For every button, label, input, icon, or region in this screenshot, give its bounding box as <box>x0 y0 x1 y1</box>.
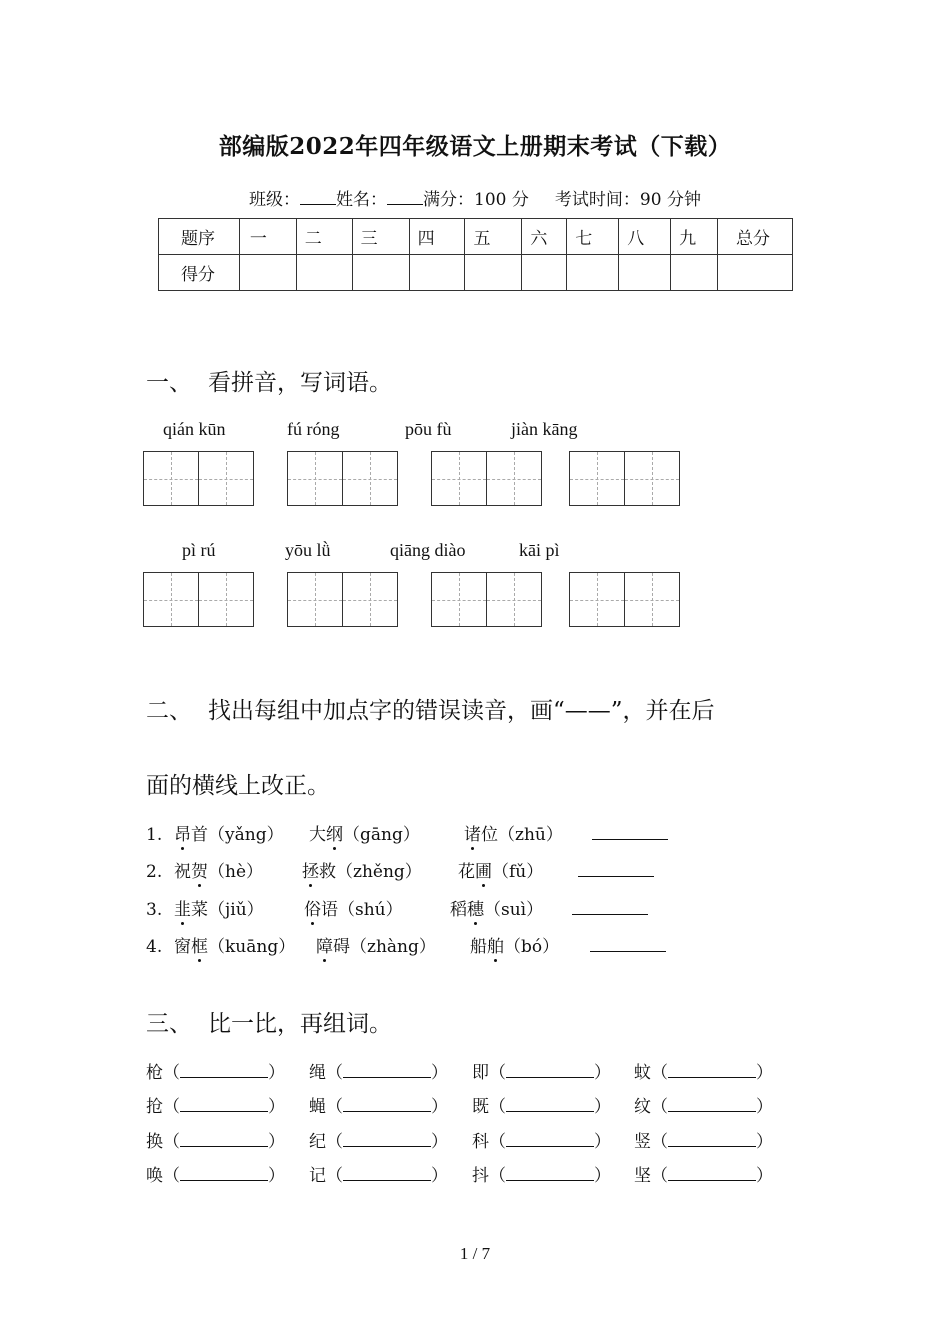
table-cell: 总分 <box>718 219 793 255</box>
word-item <box>146 1058 285 1083</box>
close-paren: ） <box>756 1097 773 1117</box>
base-character: 坚 <box>634 1166 651 1186</box>
close-paren: ） <box>594 1132 611 1152</box>
base-character: 纹 <box>634 1097 651 1117</box>
base-character: 换 <box>146 1132 163 1152</box>
exam-info <box>0 185 950 210</box>
answer-blank[interactable] <box>180 1063 268 1078</box>
score-table <box>158 218 793 291</box>
answer-blank[interactable] <box>180 1097 268 1112</box>
open-paren: （ <box>489 1132 506 1152</box>
base-character: 即 <box>472 1063 489 1083</box>
open-paren: （ <box>326 1063 343 1083</box>
class-blank <box>300 190 336 205</box>
word-item <box>146 1092 285 1117</box>
exam-time: 考试时间：90 分钟 <box>554 190 701 210</box>
table-cell: 二 <box>296 219 352 255</box>
answer-blank[interactable] <box>572 900 648 915</box>
answer-blank[interactable] <box>668 1132 756 1147</box>
writing-grid[interactable] <box>431 572 542 627</box>
word-item <box>309 1058 448 1083</box>
word-item <box>472 1058 611 1083</box>
question-row: 3. 韭菜（jiǔ） 俗语（shú） 稻穗（suì） <box>146 895 648 920</box>
question-row: 4. 窗框（kuāng） 障碍（zhàng） 船舶（bó） <box>146 932 666 957</box>
base-character: 唤 <box>146 1166 163 1186</box>
full-score: 满分：100 分 <box>423 190 529 210</box>
question-row: 2. 祝贺（hè） 拯救（zhěng） 花圃（fǔ） <box>146 857 654 882</box>
close-paren: ） <box>431 1132 448 1152</box>
base-character: 既 <box>472 1097 489 1117</box>
base-character: 抢 <box>146 1097 163 1117</box>
page-title: 部编版2022年四年级语文上册期末考试（下载） <box>218 133 732 160</box>
writing-grid[interactable] <box>143 572 254 627</box>
score-input-cell[interactable] <box>352 255 409 291</box>
open-paren: （ <box>163 1063 180 1083</box>
table-cell: 七 <box>567 219 619 255</box>
writing-grid[interactable] <box>569 572 680 627</box>
table-cell: 题序 <box>159 219 240 255</box>
pinyin-label: pì rú <box>182 540 216 560</box>
close-paren: ） <box>431 1063 448 1083</box>
word-item <box>634 1161 773 1186</box>
score-input-cell[interactable] <box>296 255 352 291</box>
class-label: 班级： <box>249 190 301 210</box>
score-value-row <box>159 255 793 291</box>
writing-grid[interactable] <box>569 451 680 506</box>
base-character: 蚊 <box>634 1063 651 1083</box>
score-input-cell[interactable] <box>671 255 718 291</box>
base-character: 竖 <box>634 1132 651 1152</box>
close-paren: ） <box>268 1097 285 1117</box>
section1-heading: 一、 看拼音，写词语。 <box>146 370 392 396</box>
close-paren: ） <box>594 1063 611 1083</box>
writing-grid[interactable] <box>143 451 254 506</box>
close-paren: ） <box>431 1166 448 1186</box>
word-item <box>309 1161 448 1186</box>
answer-blank[interactable] <box>343 1132 431 1147</box>
answer-blank[interactable] <box>343 1063 431 1078</box>
section3-heading: 三、 比一比，再组词。 <box>146 1011 392 1037</box>
open-paren: （ <box>163 1097 180 1117</box>
open-paren: （ <box>651 1166 668 1186</box>
score-input-cell[interactable] <box>522 255 567 291</box>
word-item <box>634 1092 773 1117</box>
answer-blank[interactable] <box>668 1166 756 1181</box>
pinyin-label: jiàn kāng <box>511 419 578 439</box>
answer-blank[interactable] <box>180 1166 268 1181</box>
word-item <box>146 1127 285 1152</box>
writing-grid[interactable] <box>431 451 542 506</box>
open-paren: （ <box>651 1063 668 1083</box>
word-item <box>472 1161 611 1186</box>
close-paren: ） <box>268 1132 285 1152</box>
answer-blank[interactable] <box>506 1097 594 1112</box>
table-cell: 得分 <box>159 255 240 291</box>
score-input-cell[interactable] <box>239 255 296 291</box>
score-header-row <box>159 219 793 255</box>
open-paren: （ <box>163 1166 180 1186</box>
close-paren: ） <box>594 1166 611 1186</box>
open-paren: （ <box>489 1097 506 1117</box>
section2-heading: 二、 找出每组中加点字的错误读音，画“——”，并在后 <box>146 698 715 724</box>
open-paren: （ <box>326 1166 343 1186</box>
question-row: 1. 昂首（yǎng） 大纲（gāng） 诸位（zhū） <box>146 820 668 845</box>
pinyin-label: pōu fù <box>405 419 452 439</box>
word-item <box>634 1127 773 1152</box>
close-paren: ） <box>431 1097 448 1117</box>
word-item <box>146 1161 285 1186</box>
answer-blank[interactable] <box>506 1132 594 1147</box>
answer-blank[interactable] <box>668 1097 756 1112</box>
close-paren: ） <box>268 1063 285 1083</box>
pinyin-label: fú róng <box>287 419 340 439</box>
table-cell: 一 <box>239 219 296 255</box>
open-paren: （ <box>326 1132 343 1152</box>
table-cell: 八 <box>619 219 671 255</box>
open-paren: （ <box>651 1132 668 1152</box>
name-label: 姓名： <box>336 190 388 210</box>
score-input-cell[interactable] <box>465 255 522 291</box>
score-input-cell[interactable] <box>718 255 793 291</box>
open-paren: （ <box>326 1097 343 1117</box>
base-character: 蝇 <box>309 1097 326 1117</box>
base-character: 记 <box>309 1166 326 1186</box>
close-paren: ） <box>756 1166 773 1186</box>
answer-blank[interactable] <box>506 1166 594 1181</box>
open-paren: （ <box>489 1063 506 1083</box>
page-number: 1 / 7 <box>459 1244 491 1263</box>
base-character: 科 <box>472 1132 489 1152</box>
name-blank <box>387 190 423 205</box>
table-cell: 六 <box>522 219 567 255</box>
word-item <box>309 1127 448 1152</box>
section2-heading-line2: 面的横线上改正。 <box>146 773 330 799</box>
answer-blank[interactable] <box>343 1166 431 1181</box>
answer-blank[interactable] <box>343 1097 431 1112</box>
close-paren: ） <box>594 1097 611 1117</box>
answer-blank[interactable] <box>578 862 654 877</box>
word-item <box>472 1092 611 1117</box>
base-character: 抖 <box>472 1166 489 1186</box>
word-item <box>472 1127 611 1152</box>
answer-blank[interactable] <box>180 1132 268 1147</box>
base-character: 纪 <box>309 1132 326 1152</box>
pinyin-label: yōu lǜ <box>285 540 331 560</box>
pinyin-label: qián kūn <box>163 419 226 439</box>
score-input-cell[interactable] <box>567 255 619 291</box>
answer-blank[interactable] <box>590 937 666 952</box>
base-character: 绳 <box>309 1063 326 1083</box>
answer-blank[interactable] <box>592 825 668 840</box>
score-input-cell[interactable] <box>409 255 465 291</box>
base-character: 枪 <box>146 1063 163 1083</box>
pinyin-label: qiāng diào <box>390 540 466 560</box>
open-paren: （ <box>489 1166 506 1186</box>
open-paren: （ <box>163 1132 180 1152</box>
open-paren: （ <box>651 1097 668 1117</box>
pinyin-label: kāi pì <box>519 540 560 560</box>
writing-grid[interactable] <box>287 572 398 627</box>
word-item <box>309 1092 448 1117</box>
answer-blank[interactable] <box>668 1063 756 1078</box>
close-paren: ） <box>756 1132 773 1152</box>
writing-grid[interactable] <box>287 451 398 506</box>
score-input-cell[interactable] <box>619 255 671 291</box>
close-paren: ） <box>756 1063 773 1083</box>
table-cell: 九 <box>671 219 718 255</box>
table-cell: 四 <box>409 219 465 255</box>
word-item <box>634 1058 773 1083</box>
table-cell: 三 <box>352 219 409 255</box>
close-paren: ） <box>268 1166 285 1186</box>
answer-blank[interactable] <box>506 1063 594 1078</box>
table-cell: 五 <box>465 219 522 255</box>
